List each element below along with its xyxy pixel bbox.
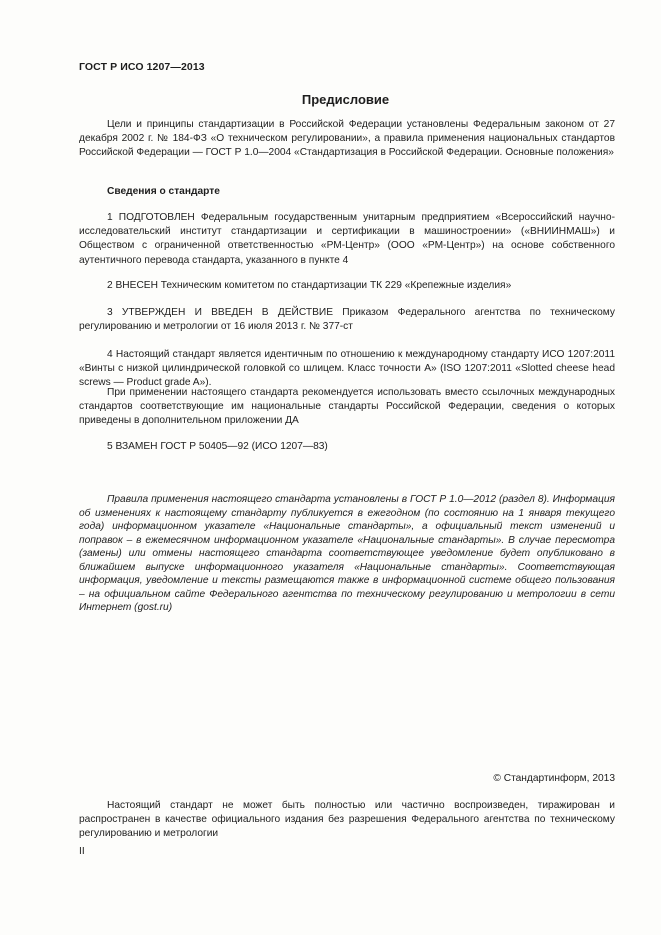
intro-paragraph: Цели и принципы стандартизации в Российской Федерации установлены Федеральным законом от 27 декабря 2002 г. № 184-ФЗ «О техническом регулировании», а правила применения национальных стандартов Российской Федерации — ГОСТ Р 1.0—2004 «Стандартизация в Российской Федерации. Основные положения»: [79, 119, 615, 159]
item-2-paragraph: 2 ВНЕСЕН Техническим комитетом по стандартизации ТК 229 «Крепежные изделия»: [107, 280, 512, 291]
copyright-line: © Стандартинформ, 2013: [493, 773, 615, 784]
section-heading: Сведения о стандарте: [107, 186, 220, 197]
item-5-paragraph: 5 ВЗАМЕН ГОСТ Р 50405—92 (ИСО 1207—83): [107, 441, 328, 452]
reproduction-notice: Настоящий стандарт не может быть полностью или частично воспроизведен, тиражирован и распространен в качестве официального издания без разрешения Федерального агентства по техническому регулированию и метрологии: [79, 800, 615, 840]
page-number: II: [79, 846, 85, 857]
page-title: Предисловие: [301, 92, 390, 107]
item-4-paragraph: 4 Настоящий стандарт является идентичным по отношению к международному стандарту ИСО 1207:2011 «Винты с низкой цилиндрической головкой со шлицем. Класс точности А» (ISO 1207:2011 «Slotted cheese head screws — Product grade A»).: [79, 349, 615, 389]
notice-paragraph: Правила применения настоящего стандарта установлены в ГОСТ Р 1.0—2012 (раздел 8). Информация об изменениях к настоящему стандарту публикуется в ежегодном (по состоянию на 1 января текущего года) информационном указателе «Национальные стандарты», а официальный текст изменений и поправок – в ежемесячном информационном указателе «Национальные стандарты». В случае пересмотра (замены) или отмены настоящего стандарта соответствующее уведомление будет опубликовано в ближайшем выпуске информационного указателя «Национальные стандарты». Соответствующая информация, уведомление и тексты размещаются также в информационной системе общего пользования – на официальном сайте Федерального агентства по техническому регулированию и метрологии в сети Интернет (gost.ru): [79, 494, 615, 613]
item-1-paragraph: 1 ПОДГОТОВЛЕН Федеральным государственным унитарным предприятием «Всероссийский научно-исследовательский институт стандартизации и сертификации в машиностроении» («ВНИИНМАШ») и Обществом с ограниченной ответственностью «РМ-Центр» (ООО «РМ-Центр») на основе собственного аутентичного перевода стандарта, указанного в пункте 4: [79, 212, 615, 266]
document-code: ГОСТ Р ИСО 1207—2013: [79, 61, 205, 73]
item-4-note-paragraph: При применении настоящего стандарта рекомендуется использовать вместо ссылочных международных стандартов соответствующие им национальные стандарты Российской Федерации, сведения о которых приведены в дополнительном приложении ДА: [79, 387, 615, 427]
item-3-paragraph: 3 УТВЕРЖДЕН И ВВЕДЕН В ДЕЙСТВИЕ Приказом Федерального агентства по техническому регулированию и метрологии от 16 июля 2013 г. № 377-ст: [79, 307, 615, 333]
